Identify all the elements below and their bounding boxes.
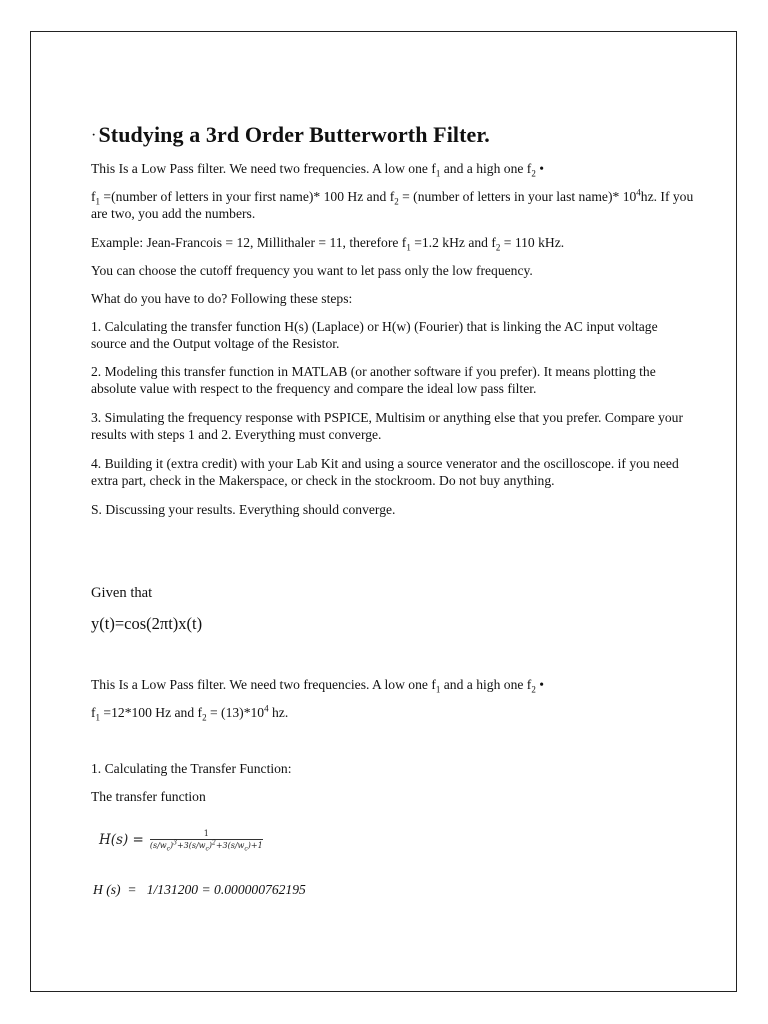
intro-text-3: • [535, 161, 544, 176]
intro-sub-1: 1 [435, 168, 441, 179]
answer-intro-paragraph [91, 676, 696, 693]
answer-intro-sub-2: 2 [531, 684, 536, 695]
transfer-function-formula [99, 829, 263, 851]
example-text-a: Example: Jean-Francois = 12, Millithaler = 11, therefore f [91, 235, 407, 250]
cutoff-paragraph: You can choose the cutoff frequency you want to let pass only the low frequency. [91, 263, 533, 278]
values-sub-b: 2 [202, 712, 207, 723]
def-text-c: = (number of letters in your last name)* 10 [398, 189, 637, 204]
intro-text-1: This Is a Low Pass filter. We need two frequencies. A low one f [91, 161, 436, 176]
step-4: 4. Building it (extra credit) with your Lab Kit and using a source venerator and the oscilloscope. if you need extra part, check in the Makerspace, or check in the stockroom. Do not buy anything. [91, 456, 679, 488]
step-2: 2. Modeling this transfer function in MATLAB (or another software if you prefer). It means plotting the absolute value with respect to the frequency and compare the ideal low pass filter. [91, 364, 656, 396]
step-1: 1. Calculating the transfer function H(s) (Laplace) or H(w) (Fourier) that is linking the AC input voltage source and the Output voltage of the Resistor. [91, 319, 658, 351]
answer-intro-text-3: • [535, 677, 544, 692]
answer-intro-text-2: and a high one f [440, 677, 532, 692]
document-title [91, 122, 696, 148]
example-text-b: =1.2 kHz and f [410, 235, 496, 250]
answer-intro-sub-1: 1 [435, 684, 441, 695]
values-text-d: hz. [268, 705, 289, 720]
def-text-a: f [91, 189, 96, 204]
def-sup-c: 4 [636, 187, 641, 198]
step-3: 3. Simulating the frequency response with PSPICE, Multisim or anything else that you prefer. Compare your results with steps 1 and 2. Everything must converge. [91, 410, 683, 442]
answer-intro-text-1: This Is a Low Pass filter. We need two frequencies. A low one f [91, 677, 436, 692]
values-text-a: f [91, 705, 96, 720]
given-equation: y(t)=cos(2πt)x(t) [91, 614, 203, 633]
formula-denominator: $(s/w_c)^3+3(s/w_c)^2+3(s/w_c)+1$ [149, 839, 263, 853]
example-text-c: = 110 kHz. [500, 235, 565, 250]
given-label: Given that [91, 585, 153, 601]
title-bullet: · [91, 127, 97, 144]
def-sub-b: 2 [394, 196, 399, 207]
def-sub-a: 1 [95, 196, 101, 207]
todo-paragraph: What do you have to do? Following these steps: [91, 291, 353, 306]
formula-lhs: H(s) = [99, 832, 144, 848]
step-5: S. Discussing your results. Everything should converge. [91, 502, 396, 517]
formula-fraction [150, 829, 263, 851]
intro-sub-2: 2 [531, 168, 536, 179]
example-sub-a: 1 [406, 242, 411, 253]
values-sup-c: 4 [264, 703, 269, 714]
example-sub-b: 2 [495, 242, 501, 253]
definition-paragraph [91, 188, 696, 222]
def-text-b: =(number of letters in your first name)* 100 Hz and f [100, 189, 395, 204]
values-text-c: = (13)*10 [206, 705, 265, 720]
example-paragraph [91, 234, 696, 251]
values-text-b: =12*100 Hz and f [100, 705, 203, 720]
values-sub-a: 1 [95, 712, 101, 723]
transfer-function-result: H (s) = 1/131200 = 0.000000762195 [93, 882, 306, 897]
def-text-d: hz. If you are two, you add the numbers. [91, 189, 694, 221]
title-text: Studying a 3rd Order Butterworth Filter. [98, 122, 490, 147]
formula-numerator: 1 [203, 829, 209, 838]
answer-values-paragraph [91, 704, 696, 721]
intro-text-2: and a high one f [440, 161, 532, 176]
document-page [30, 31, 737, 992]
calc-heading: 1. Calculating the Transfer Function: [91, 761, 292, 776]
intro-paragraph [91, 160, 696, 177]
transfer-function-label: The transfer function [91, 789, 206, 804]
